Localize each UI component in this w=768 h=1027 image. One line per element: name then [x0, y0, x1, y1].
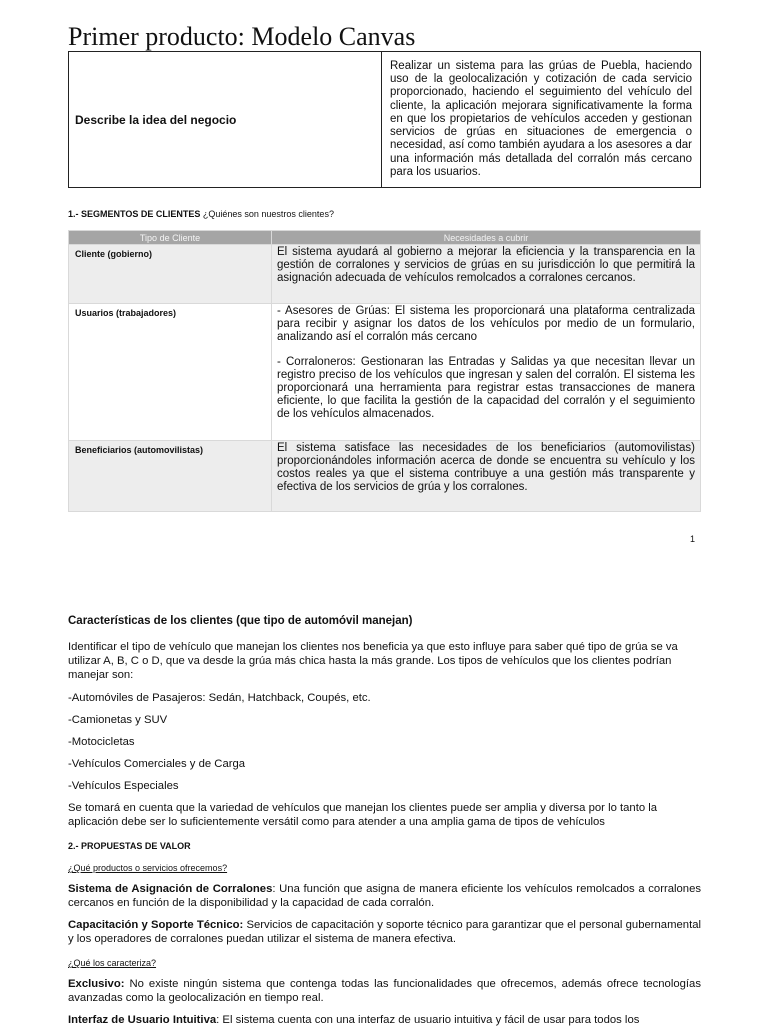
value-prop-title: Interfaz de Usuario Intuitiva [68, 1014, 217, 1026]
value-prop-exclusive [68, 977, 701, 1005]
client-type: Cliente (gobierno) [69, 245, 272, 304]
section1-title: 1.- SEGMENTOS DE CLIENTES [68, 209, 201, 219]
value-prop-title: Exclusivo: [68, 978, 125, 990]
needs-paragraph: El sistema satisface las necesidades de los beneficiarios (automovilistas) proporcionándoles información acerca de donde se encuentra su vehículo y los costos reales ya que el sistema contribuye a una gestión más transparente y efectiva de los servicios de grúa y los corralones. [277, 442, 695, 493]
table-row [69, 304, 701, 441]
section1-heading [68, 209, 334, 219]
idea-text: Realizar un sistema para las grúas de Puebla, haciendo uso de la geolocalización y cotización de cada servicio proporcionado, haciendo el seguimiento del vehículo del cliente, la aplicación mejorara significativamente la forma en que los propietarios de vehículos acceden y gestionan servicios de grúas en situaciones de emergencia o necesidad, así como también ayudara a los asesores a dar una información más detallada del corralón más cercano para los usuarios. [382, 52, 701, 188]
value-prop-text: Servicios de capacitación y soporte técnico para garantizar que el personal gubernamental y los operadores de corralones puedan utilizar el sistema de manera efectiva. [68, 919, 701, 945]
characteristics-closing: Se tomará en cuenta que la variedad de vehículos que manejan los clientes puede ser amplia y diversa por lo tanto la aplicación debe ser lo suficientemente versátil como para atender a una amplia gama de tipos de vehículos [68, 802, 658, 828]
value-prop-title: Capacitación y Soporte Técnico: [68, 919, 244, 931]
table-row [69, 245, 701, 304]
value-prop-interface [68, 1013, 701, 1027]
client-needs [272, 304, 701, 441]
value-prop-title: Sistema de Asignación de Corralones [68, 883, 273, 895]
section1-question: ¿Quiénes son nuestros clientes? [202, 209, 334, 219]
characteristics-heading: Características de los clientes (que tipo de automóvil manejan) [68, 615, 413, 627]
value-prop-assignment [68, 882, 701, 910]
vehicle-item: -Motocicletas [68, 736, 135, 748]
page-title: Primer producto: Modelo Canvas [68, 22, 416, 51]
vehicle-item: -Automóviles de Pasajeros: Sedán, Hatchback, Coupés, etc. [68, 692, 371, 704]
section2-question2: ¿Qué los caracteriza? [68, 958, 157, 968]
client-needs [272, 245, 701, 304]
characteristics-intro: Identificar el tipo de vehículo que manejan los clientes nos beneficia ya que esto influye para saber qué tipo de grúa se va utilizar A, B, C o D, que va desde la grúa más chica hasta la más grande. Los tipos de vehículos que los clientes podrían manejar son: [68, 641, 678, 681]
needs-paragraph: El sistema ayudará al gobierno a mejorar la eficiencia y la transparencia en la gestión de corralones y servicios de grúas en su jurisdicción lo que permitirá la asignación adecuada de vehículos remolcados a corralones cercanos. [277, 246, 695, 284]
vehicle-item: -Vehículos Comerciales y de Carga [68, 758, 246, 770]
vehicle-item: -Camionetas y SUV [68, 714, 168, 726]
column-header-type: Tipo de Cliente [69, 231, 272, 245]
value-prop-text: No existe ningún sistema que contenga todas las funcionalidades que ofrecemos, además ofrece tecnologías avanzadas como la geolocalización en tiempo real. [68, 978, 701, 1004]
value-prop-training [68, 918, 701, 946]
page-number: 1 [690, 534, 696, 544]
column-header-needs: Necesidades a cubrir [272, 231, 701, 245]
needs-paragraph: - Corraloneros: Gestionaran las Entradas y Salidas ya que necesitan llevar un registro preciso de los vehículos que ingresan y salen del corralón. El sistema les proporcionará una herramienta para registrar estas transacciones de manera eficiente, lo que facilita la gestión de la capacidad del corralón y el seguimiento de los vehículos almacenados. [277, 356, 695, 420]
idea-label: Describe la idea del negocio [69, 52, 382, 188]
section2-question1: ¿Qué productos o servicios ofrecemos? [68, 863, 228, 873]
characteristics-body [68, 640, 701, 682]
value-prop-text: : Una función que asigna de manera eficiente los vehículos remolcados a corralones cercanos en función de la disponibilidad y la capacidad de cada corralón. [68, 883, 702, 909]
client-type: Beneficiarios (automovilistas) [69, 441, 272, 512]
section2-heading: 2.- PROPUESTAS DE VALOR [68, 841, 191, 851]
client-type: Usuarios (trabajadores) [69, 304, 272, 441]
business-idea-table [68, 51, 701, 188]
table-row [69, 441, 701, 512]
client-segments-table [68, 230, 701, 512]
value-prop-text: : El sistema cuenta con una interfaz de usuario intuitiva y fácil de usar para todos los [216, 1014, 640, 1026]
client-needs [272, 441, 701, 512]
vehicle-item: -Vehículos Especiales [68, 780, 179, 792]
needs-paragraph: - Asesores de Grúas: El sistema les proporcionará una plataforma centralizada para recibir y asignar los datos de los vehículos por medio de un formulario, analizando así el corralón más cercano [277, 305, 695, 343]
